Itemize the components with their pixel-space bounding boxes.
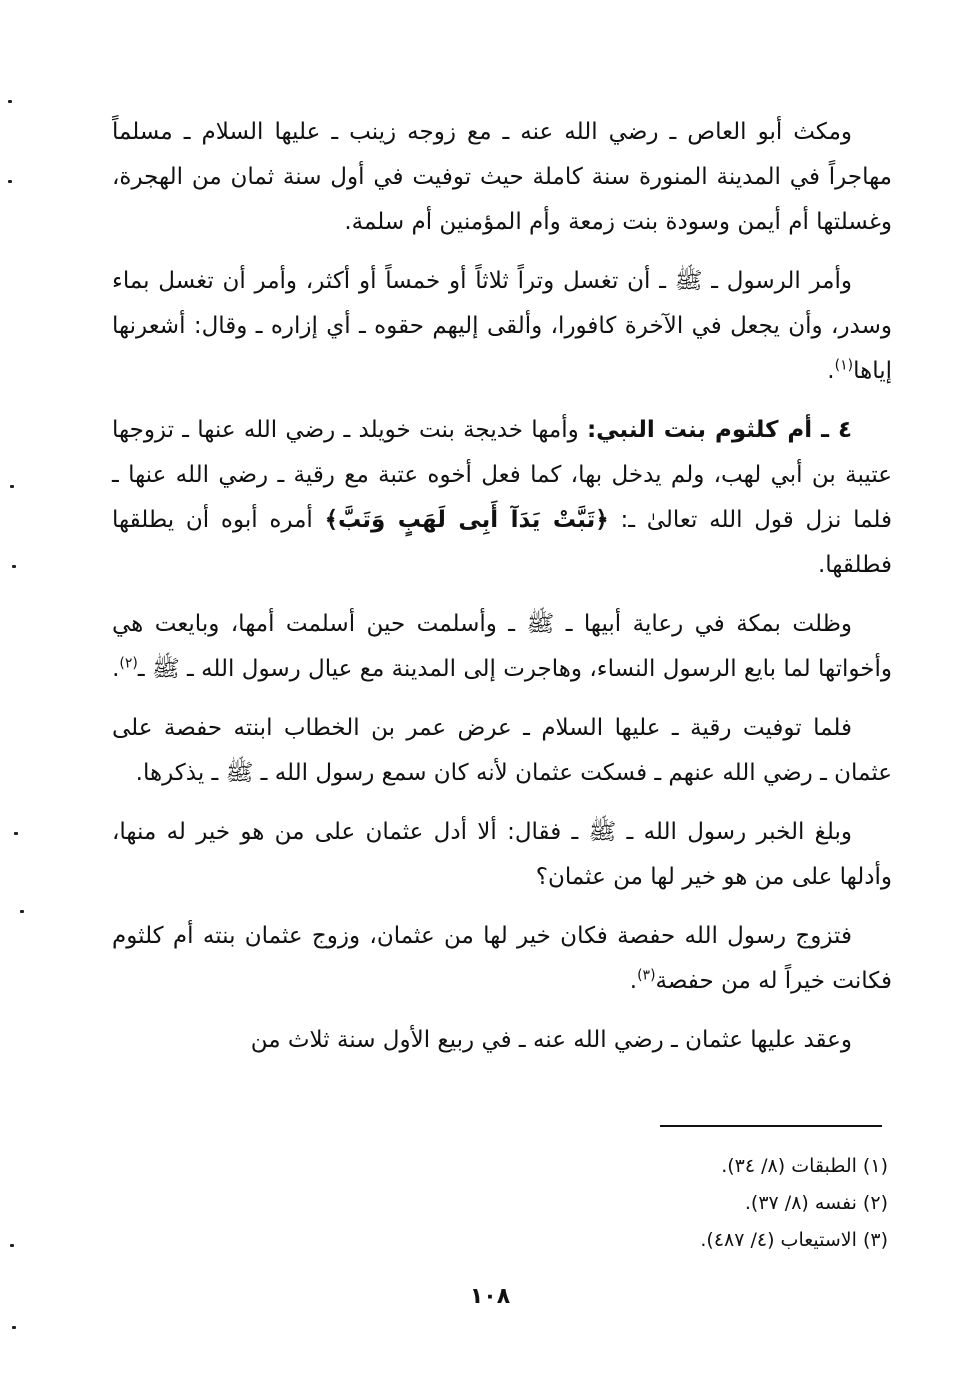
page-body bbox=[112, 110, 892, 1077]
paragraph-8 bbox=[112, 1018, 892, 1063]
footnote-marker-1[interactable]: (١) bbox=[834, 357, 854, 374]
margin-speck bbox=[12, 1326, 16, 1329]
margin-speck bbox=[10, 485, 14, 488]
paragraph-3-after: أمره أبوه أن يطلقها فطلقها. bbox=[112, 507, 892, 578]
paragraph-3 bbox=[112, 408, 892, 588]
paragraph-1 bbox=[112, 110, 892, 245]
page-number: ١٠٨ bbox=[469, 1284, 511, 1309]
paragraph-7-text: فتزوج رسول الله حفصة فكان خير لها من عثمان، وزوج عثمان بنته أم كلثوم فكانت خيراً له من حفصة bbox=[112, 923, 892, 994]
paragraph-4-text: وظلت بمكة في رعاية أبيها ـ ﷺ ـ وأسلمت حين أسلمت أمها، وبايعت هي وأخواتها لما بايع الرسول النساء، وهاجرت إلى المدينة مع عيال رسول الله ـ ﷺ ـ bbox=[112, 611, 892, 682]
paragraph-1-text: ومكث أبو العاص ـ رضي الله عنه ـ مع زوجه زينب ـ عليها السلام ـ مسلماً مهاجراً في المدينة المنورة سنة كاملة حيث توفيت في أول سنة ثمان من الهجرة، وغسلتها أم أيمن وسودة بنت زمعة وأم المؤمنين أم سلمة. bbox=[112, 119, 892, 235]
footnote-marker-3[interactable]: (٣) bbox=[637, 967, 656, 984]
footnote-1: (١) الطبقات (٨/ ٣٤). bbox=[721, 1155, 888, 1177]
margin-speck bbox=[20, 910, 24, 913]
paragraph-5-text: فلما توفيت رقية ـ عليها السلام ـ عرض عمر بن الخطاب ابنته حفصة على عثمان ـ رضي الله عنهم ـ فسكت عثمان لأنه كان سمع رسول الله ـ ﷺ ـ يذكرها. bbox=[112, 715, 892, 786]
paragraph-2: وأمر الرسول ـ ﷺ ـ أن تغسل وتراً ثلاثاً أو خمساً أو أكثر، وأمر أن تغسل بماء وسدر، وأن يجعل في الآخرة كافورا، وألقى إليهم حقوه ـ أي إزاره ـ وقال: أشعرنها إياها$^{(١)}$. bbox=[112, 268, 892, 384]
footnote-divider bbox=[660, 1125, 882, 1127]
paragraph-6-text: وبلغ الخبر رسول الله ـ ﷺ ـ فقال: ألا أدل عثمان على من هو خير له منها، وأدلها على من هو خير لها من عثمان؟ bbox=[112, 819, 892, 890]
paragraph-3-text: وأمها خديجة بنت خويلد ـ رضي الله عنها ـ تزوجها عتيبة بن أبي لهب، ولم يدخل بها، كما فعل أخوه عتبة مع رقية ـ رضي الله عنها ـ فلما نزل قول الله تعالىٰ ـ: bbox=[112, 417, 893, 533]
section-heading-umm-kulthum: ٤ ـ أم كلثوم بنت النبي: bbox=[586, 417, 852, 443]
paragraph-6 bbox=[112, 810, 892, 900]
margin-speck bbox=[10, 1244, 14, 1247]
paragraph-8-text: وعقد عليها عثمان ـ رضي الله عنه ـ في ربيع الأول سنة ثلاث من bbox=[250, 1027, 852, 1053]
margin-speck bbox=[12, 565, 16, 568]
paragraph-5 bbox=[112, 706, 892, 796]
footnote-marker-2[interactable]: (٢) bbox=[119, 655, 138, 672]
footnote-3: (٣) الاستيعاب (٤/ ٤٨٧). bbox=[700, 1229, 888, 1251]
margin-speck bbox=[14, 832, 18, 835]
quran-verse: ﴿تَبَّتْ يَدَآ أَبِى لَهَبٍ وَتَبَّ﴾ bbox=[324, 507, 609, 533]
margin-speck bbox=[8, 100, 12, 103]
paragraph-7: فتزوج رسول الله حفصة فكان خير لها من عثمان، وزوج عثمان بنته أم كلثوم فكانت خيراً له من حفصة$^{(٣)}$. bbox=[112, 923, 892, 994]
footnote-2: (٢) نفسه (٨/ ٣٧). bbox=[744, 1192, 888, 1214]
paragraph-2-text: وأمر الرسول ـ ﷺ ـ أن تغسل وتراً ثلاثاً أو خمساً أو أكثر، وأمر أن تغسل بماء وسدر، وأن يجعل في الآخرة كافورا، وألقى إليهم حقوه ـ أي إزاره ـ وقال: أشعرنها إياها bbox=[112, 268, 892, 384]
paragraph-4: وظلت بمكة في رعاية أبيها ـ ﷺ ـ وأسلمت حين أسلمت أمها، وبايعت هي وأخواتها لما بايع الرسول النساء، وهاجرت إلى المدينة مع عيال رسول الله ـ ﷺ ـ$^{(٢)}$. bbox=[112, 611, 892, 682]
footnotes bbox=[112, 1148, 888, 1259]
margin-speck bbox=[8, 180, 12, 183]
